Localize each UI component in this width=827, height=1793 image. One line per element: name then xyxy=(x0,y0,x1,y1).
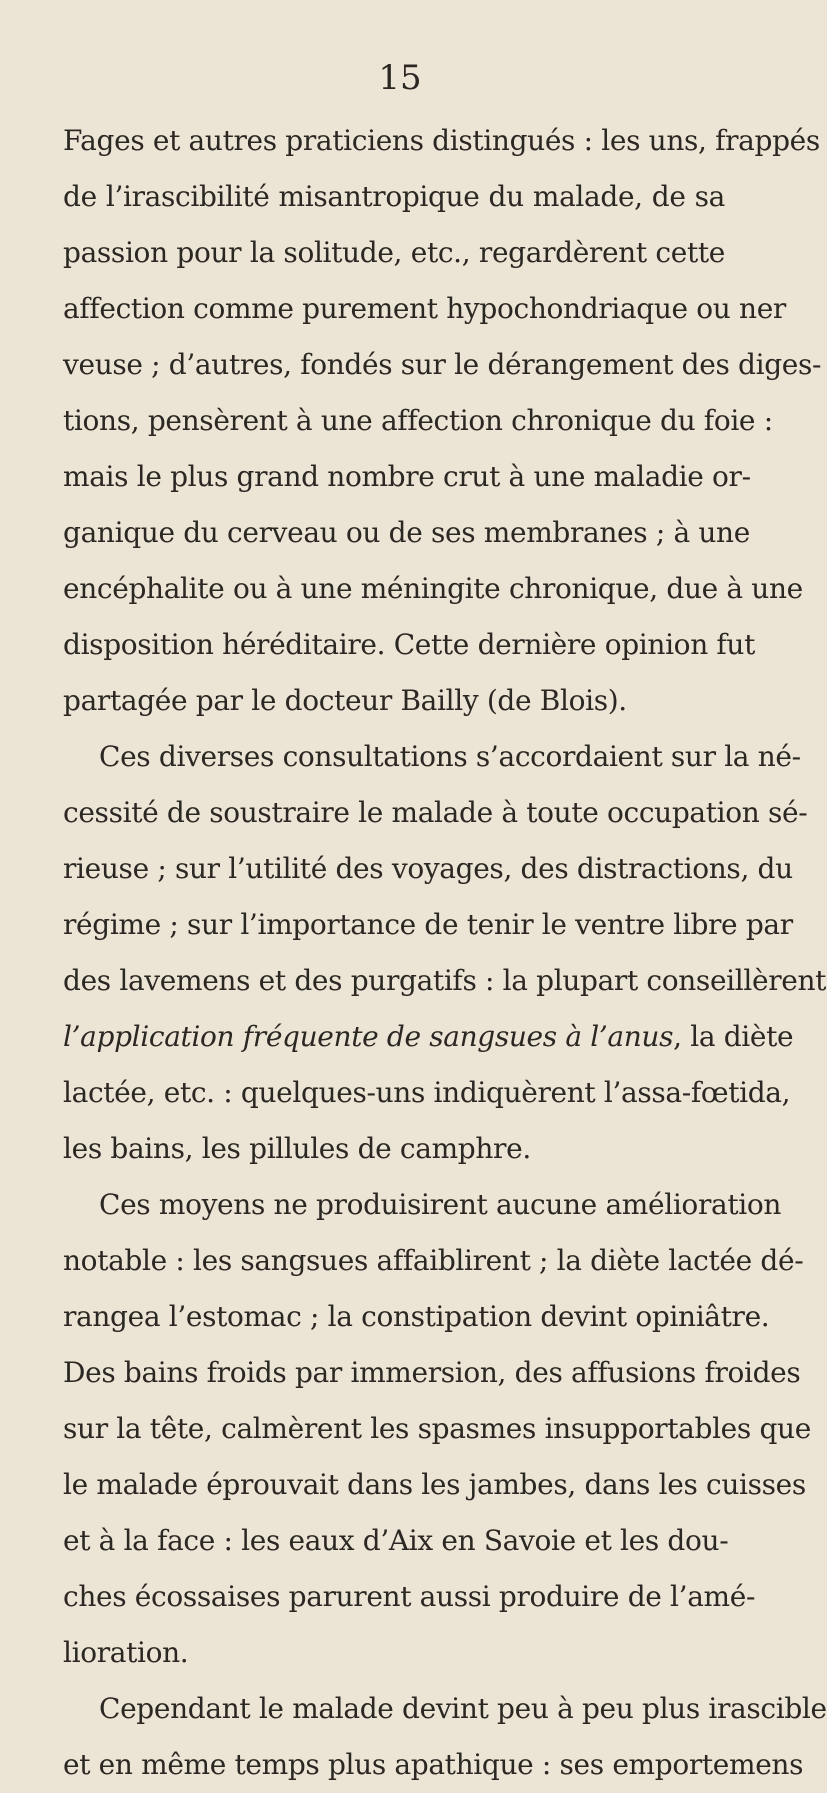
body-text xyxy=(63,113,827,1793)
text-line: lioration. xyxy=(63,1636,189,1669)
text-line: régime ; sur l’importance de tenir le ventre libre par xyxy=(63,908,793,941)
text-line: rangea l’estomac ; la constipation devint opiniâtre. xyxy=(63,1300,770,1333)
text-line: les bains, les pillules de camphre. xyxy=(63,1132,531,1165)
text-line: ganique du cerveau ou de ses membranes ; à une xyxy=(63,516,750,549)
text-line xyxy=(63,1009,794,1065)
text-line: affection comme purement hypochondriaque ou ner xyxy=(63,292,786,325)
text-line: de l’irascibilité misantropique du malade, de sa xyxy=(63,180,725,213)
text-line: Fages et autres praticiens distingués : les uns, frappés xyxy=(63,124,820,157)
text-line: rieuse ; sur l’utilité des voyages, des distractions, du xyxy=(63,852,793,885)
text-line: partagée par le docteur Bailly (de Blois). xyxy=(63,684,627,717)
text-line: tions, pensèrent à une affection chronique du foie : xyxy=(63,404,773,437)
text-line: Cependant le malade devint peu à peu plus irascible xyxy=(99,1692,827,1725)
text-line: sur la tête, calmèrent les spasmes insupportables que xyxy=(63,1412,811,1445)
text-line: notable : les sangsues affaiblirent ; la diète lactée dé- xyxy=(63,1244,804,1277)
text-line: et à la face : les eaux d’Aix en Savoie et les dou- xyxy=(63,1524,729,1557)
text-line: cessité de soustraire le malade à toute occupation sé- xyxy=(63,796,808,829)
text-line: passion pour la solitude, etc., regardèrent cette xyxy=(63,236,725,269)
text-line: disposition héréditaire. Cette dernière opinion fut xyxy=(63,628,756,661)
text-line: Ces diverses consultations s’accordaient sur la né- xyxy=(99,740,801,773)
text-line: mais le plus grand nombre crut à une maladie or- xyxy=(63,460,751,493)
text-line: Ces moyens ne produisirent aucune amélioration xyxy=(99,1188,782,1221)
text-line: des lavemens et des purgatifs : la plupart conseillèrent xyxy=(63,964,827,997)
page-number: 15 xyxy=(378,58,422,98)
italic-phrase: l’application fréquente de sangsues à l’anus xyxy=(63,1020,674,1053)
text-line: veuse ; d’autres, fondés sur le dérangement des diges- xyxy=(63,348,822,381)
text-segment: , la diète xyxy=(673,1020,794,1053)
text-line: et en même temps plus apathique : ses emportemens xyxy=(63,1748,804,1781)
text-line: lactée, etc. : quelques-uns indiquèrent l’assa-fœtida, xyxy=(63,1076,791,1109)
text-line: ches écossaises parurent aussi produire de l’amé- xyxy=(63,1580,756,1613)
text-line: encéphalite ou à une méningite chronique, due à une xyxy=(63,572,803,605)
text-line: le malade éprouvait dans les jambes, dans les cuisses xyxy=(63,1468,806,1501)
text-line: Des bains froids par immersion, des affusions froides xyxy=(63,1356,801,1389)
